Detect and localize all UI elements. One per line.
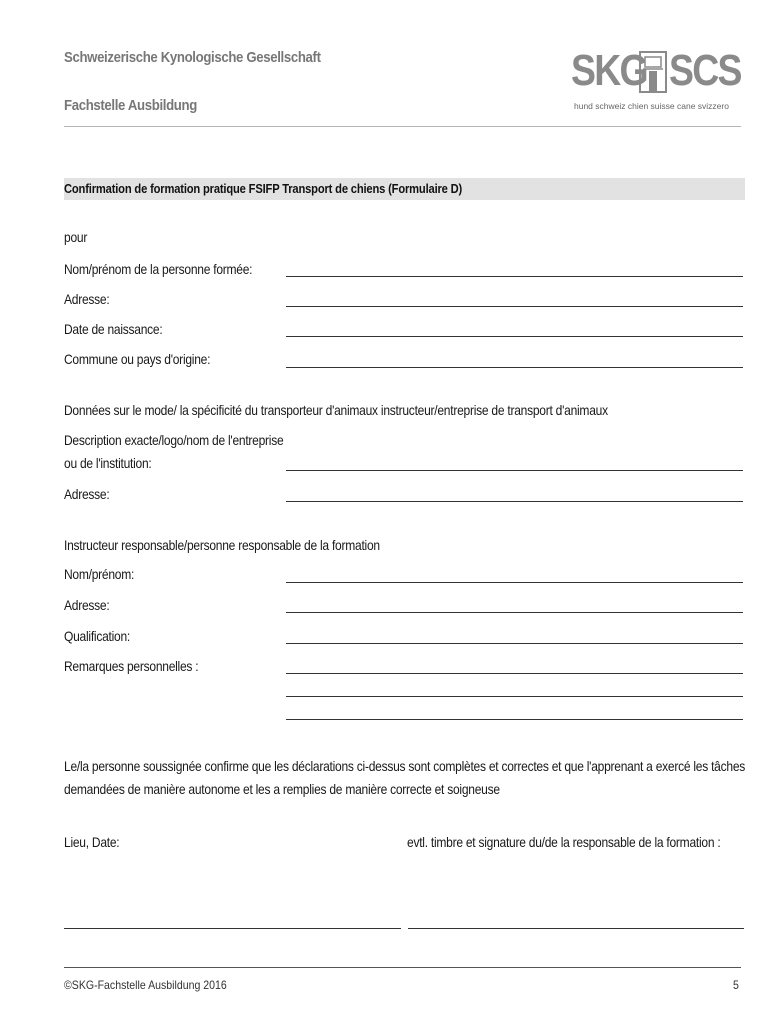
- instructor-address-label: Adresse:: [64, 597, 110, 613]
- remarks-field-line1[interactable]: [286, 673, 743, 674]
- qualification-label: Qualification:: [64, 628, 130, 644]
- logo-left-text: SKG: [571, 46, 647, 95]
- confirmation-text-line1: Le/la personne soussignée confirme que les déclarations ci-dessus sont complètes et correctes et que l'apprenant a exercé les tâches: [64, 758, 746, 774]
- company-address-field[interactable]: [286, 501, 743, 502]
- trainee-address-label: Adresse:: [64, 291, 110, 307]
- instructor-name-field[interactable]: [286, 582, 743, 583]
- birthdate-label: Date de naissance:: [64, 321, 163, 337]
- skg-logo: [569, 46, 739, 116]
- birthdate-field[interactable]: [286, 336, 743, 337]
- intro-label: pour: [64, 229, 88, 245]
- logo-tagline: hund schweiz chien suisse cane svizzero: [574, 101, 729, 111]
- confirmation-text-line2: demandées de manière autonome et les a remplies de manière correcte et soigneuse: [64, 781, 500, 797]
- page-number: 5: [733, 978, 739, 992]
- logo-right-text: SCS: [669, 46, 741, 95]
- instructor-name-label: Nom/prénom:: [64, 566, 135, 582]
- trainee-name-label: Nom/prénom de la personne formée:: [64, 261, 253, 277]
- origin-label: Commune ou pays d'origine:: [64, 351, 211, 367]
- footer-divider: [64, 967, 741, 968]
- trainee-name-field[interactable]: [286, 276, 743, 277]
- qualification-field[interactable]: [286, 643, 743, 644]
- signature-field[interactable]: [408, 928, 744, 929]
- department-name: Fachstelle Ausbildung: [64, 97, 197, 114]
- remarks-label: Remarques personnelles :: [64, 658, 199, 674]
- transporter-heading: Données sur le mode/ la spécificité du transporteur d'animaux instructeur/entreprise de transport d'animaux: [64, 402, 608, 418]
- form-title-banner: [64, 178, 745, 200]
- instructor-address-field[interactable]: [286, 612, 743, 613]
- place-date-field[interactable]: [64, 928, 401, 929]
- company-desc-label-line1: Description exacte/logo/nom de l'entreprise: [64, 432, 284, 448]
- company-address-label: Adresse:: [64, 486, 110, 502]
- company-desc-label-line2: ou de l'institution:: [64, 455, 152, 471]
- signature-label: evtl. timbre et signature du/de la responsable de la formation :: [407, 834, 721, 850]
- remarks-field-line3[interactable]: [286, 719, 743, 720]
- organization-name: Schweizerische Kynologische Gesellschaft: [64, 49, 321, 66]
- instructor-heading: Instructeur responsable/personne responsable de la formation: [64, 537, 380, 553]
- place-date-label: Lieu, Date:: [64, 834, 120, 850]
- footer-copyright: ©SKG-Fachstelle Ausbildung 2016: [64, 978, 227, 992]
- form-title: Confirmation de formation pratique FSIFP Transport de chiens (Formulaire D): [64, 181, 463, 196]
- remarks-field-line2[interactable]: [286, 696, 743, 697]
- header-divider: [64, 126, 741, 127]
- origin-field[interactable]: [286, 367, 743, 368]
- logo-emblem-icon: [639, 51, 667, 93]
- company-desc-field[interactable]: [286, 470, 743, 471]
- trainee-address-field[interactable]: [286, 306, 743, 307]
